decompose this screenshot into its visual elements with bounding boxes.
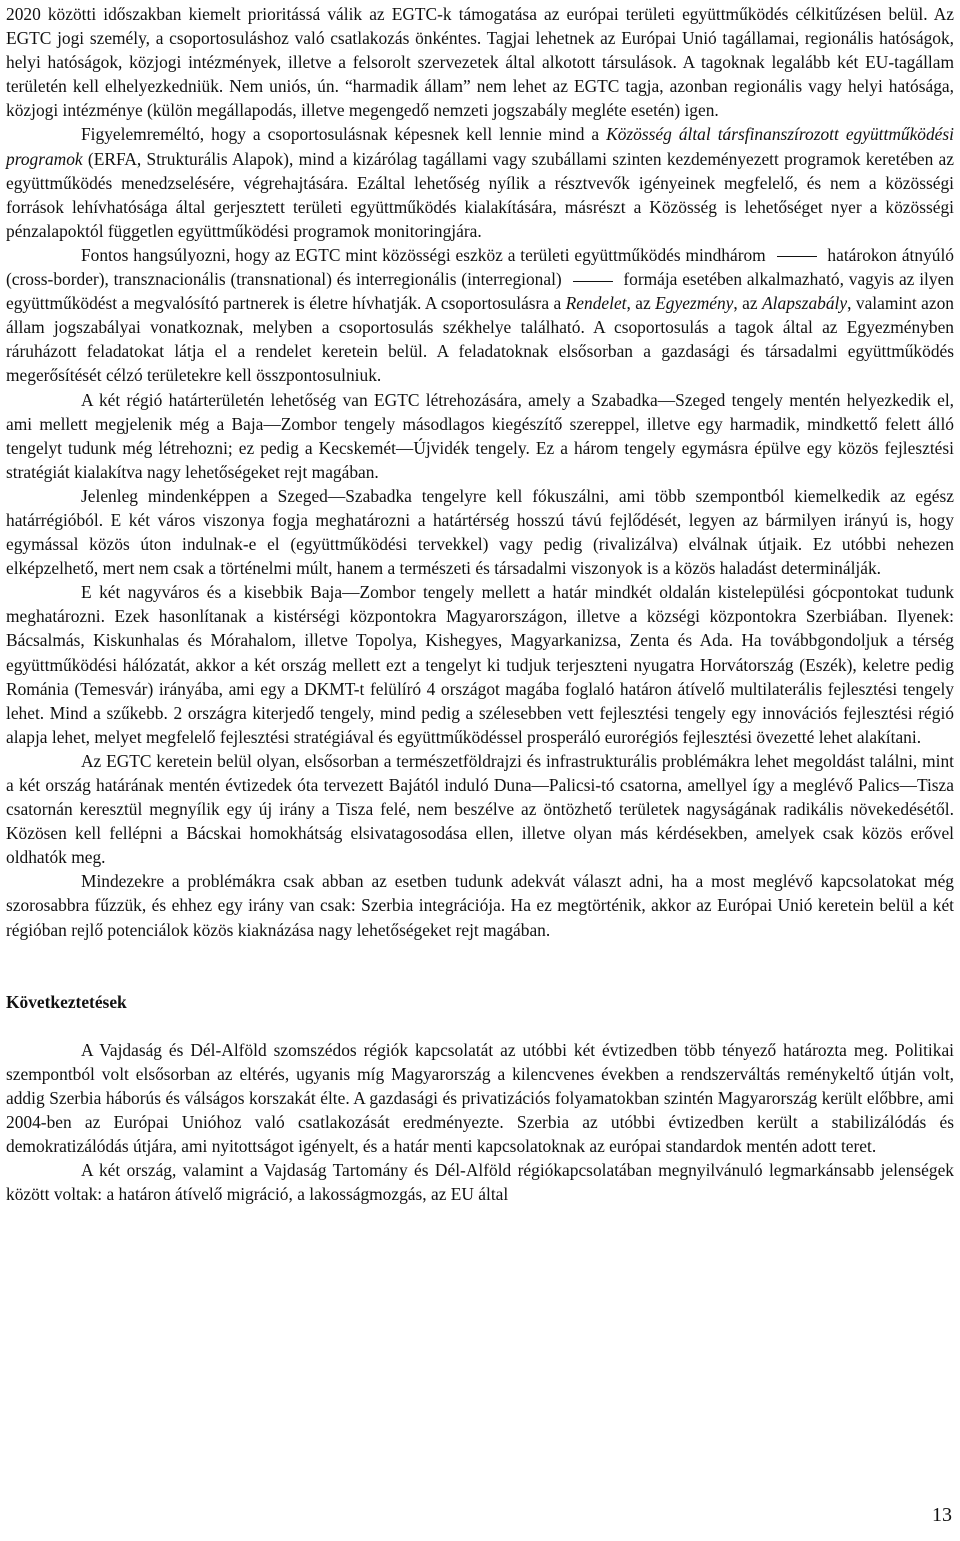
text-run: formája esetében alkalmazható, vagyis az ilyen együttműködést a megvalósító partnerek is életre hívhatják. A csoportosulásra a [6,269,954,314]
paragraph-p0 [6,2,954,122]
paragraph-p7 [6,869,954,941]
page-number: 13 [932,1504,952,1526]
text-run: A Vajdaság és Dél-Alföld szomszédos régiók kapcsolatát az utóbbi két évtizedben több tényező határozta meg. Politikai szempontból volt elsősorban az eltérés, ugyanis míg Magyarország a kilencvenes években a rendszerváltás reménykeltő útján volt, addig Szerbia háborús és válságos korszakát élte. A gazdasági és privatizációs folyamatokban szintén Magyarország került előbbre, ami 2004-ben az Európai Unióhoz való csatlakozását eredményezte. Szerbia az utóbbi évtizedben került a stabilizálódás és demokratizálódás útjára, ami nyitottságot igényelt, és a határ menti kapcsolatoknak az európai standardok mentén adott teret. [6,1039,954,1157]
paragraph-p3 [6,388,954,484]
paragraph-p4 [6,484,954,580]
text-run: 2020 közötti időszakban kiemelt prioritássá válik az EGTC-k támogatása az európai területi együttműködés célkitűzésen belül. Az EGTC jogi személy, a csoportosuláshoz való csatlakozás önkéntes. Tagjai lehetnek az Európai Unió tagállamai, regionális hatóságok, helyi hatóságok, közjogi intézmények, illetve a felsorolt szervezetek által alkotott társulások. A tagoknak legalább két EU-tagállam területén kell elhelyezkedniük. Nem uniós, ún. “harmadik állam” nem lehet az EGTC tagja, azonban regionális vagy helyi hatósága, közjogi intézménye (külön megállapodás, illetve megengedő nemzeti jogszabály megléte esetén) igen. [6,4,954,121]
text-run: A két régió határterületén lehetőség van EGTC létrehozására, amely a Szabadka—Szeged tengely mentén helyezkedik el, ami mellett megjelenik még a Baja—Zombor tengely másodlagos kiegészítő szereppel, illetve egy harmadik, mindkettő felett álló tengelyt tudunk még létrehozni; ez pedig a Kecskemét—Újvidék tengely. Ez a három tengely egymásra épülve egy közös fejlesztési stratégiát kialakítva nagy lehetőségeket rejt magában. [6,389,954,482]
paragraph-p5 [6,580,954,749]
paragraph-p2 [6,243,954,388]
body-text-bottom [6,1038,954,1207]
paragraph-p6 [6,749,954,869]
text-run: Az EGTC keretein belül olyan, elsősorban a természetföldrajzi és infrastrukturális problémákra lehet megoldást találni, mint a két ország határának mentén évtizedek óta tervezett Bajától induló Duna—Palicsi-tó csatorna, amellyel így a meglévő Palics—Tisza csatornán keresztül megnyílik egy új irány a Tisza felé, nem beszélve az öntözhető területek nagyságának radikális növekedésétől. Közösen kell fellépni a Bácskai homokhátság elsivatagosodása ellen, illetve olyan más kérdésekben, amelyek csak közös erővel oldhatók meg. [6,750,954,868]
text-run: , az [626,293,656,314]
text-run: E két nagyváros és a kisebbik Baja—Zombor tengely mellett a határ mindkét oldalán kistelepülési gócpontokat tudunk meghatározni. Ezek hasonlítanak a kistérségi központokra Magyarországon, illetve a községi központokra Szerbiában. Ilyenek: Bácsalmás, Kiskunhalas és Mórahalom, illetve Topolya, Kishegyes, Magyarkanizsa, Zenta és Ada. Ha továbbgondoljuk a térség együttműködési hálózatát, akkor a két ország mellett ezt a tengelyt ki tudjuk terjeszteni nyugatra Horvátország (Eszék), keletre pedig Románia (Temesvár) irányába, ami egy a DKMT-t felülíró 4 országot magába foglaló határon átívelő multilaterális fejlesztési tengely lehet. Mind a szűkebb. 2 országra kiterjedő tengely, mind pedig a szélesebben vett fejlesztési tengely egy innovációs fejlesztési régió alapja lehet, melyet megfelelő fejlesztési stratégiával és együttműködéssel prosperáló eurorégiós fejlesztési övezetté lehet alakítani. [6,582,954,747]
text-run: Jelenleg mindenképpen a Szeged—Szabadka tengelyre kell fókuszálni, ami több szempontból kiemelkedik az egész határrégióból. E két város viszonya fogja meghatározni a határtérség hosszú távú fejlődését, legyen az bármilyen irányú is, hogy egymással közös úton indulnak-e el (együttműködési tervekkel) vagy pedig (rivalizálva) elválnak útjaik. Ez utóbbi nehezen elképzelhető, mert nem csak a történelmi múlt, hanem a természeti és társadalmi viszonyok is a közös haladást determinálják. [6,485,954,579]
italic-text-run: Közösség által társfinanszírozott együttműködési programok [6,124,954,169]
paragraph-p1 [6,122,954,242]
text-run: A két ország, valamint a Vajdaság Tartomány és Dél-Alföld régiókapcsolatában megnyilvánuló legmarkánsabb jelenségek között voltak: a határon átívelő migráció, a lakosságmozgás, az EU által [6,1160,954,1205]
text-run: Fontos hangsúlyozni, hogy az EGTC mint közösségi eszköz a területi együttműködés mindhárom [81,244,771,265]
em-dash-rule [777,256,817,257]
italic-text-run: Alapszabály [762,293,848,314]
document-page [6,2,954,1206]
italic-text-run: Rendelet [565,293,627,314]
text-run: (ERFA, Strukturális Alapok), mind a kizárólag tagállami vagy szubállami szinten kezdeményezett programok keretében az együttműködés menedzselésére, végrehajtására. Ezáltal lehetőség nyílik a résztvevők igényeinek megfelelő, és nem a közösségi források lehívhatósága által gerjesztett területi együttműködés kialakítására, másrészt a Közösség is lehetőséget nyer a közösségi pénzalapoktól független együttműködési programok monitoringjára. [6,148,954,241]
section-heading: Következtetések [6,991,127,1012]
paragraph-p8 [6,1038,954,1158]
paragraph-p9 [6,1158,954,1206]
em-dash-rule [573,281,613,282]
text-run: Mindezekre a problémákra csak abban az esetben tudunk adekvát választ adni, ha a most meglévő kapcsolatokat még szorosabbra fűzzük, és ehhez egy irány van csak: Szerbia integrációja. Ha ez megtörténik, akkor az Európai Unió keretein belül a két régióban rejlő potenciálok közös kiaknázása nagy lehetőségeket rejt magában. [6,871,954,940]
text-run: , az [733,293,763,314]
text-run: Figyelemreméltó, hogy a csoportosulásnak képesnek kell lennie mind a [81,124,607,145]
text-run: , valamint azon állam jogszabályai vonatkoznak, melyben a csoportosulás székhelye található. A csoportosulás a tagok által az Egyezményben ráruházott feladatokat látja el a rendelet keretein belül. A feladatoknak elsősorban a gazdasági és társadalmi együttműködés megerősítését célzó területekre kell összpontosulniuk. [6,293,954,386]
heading-spacer [6,1014,954,1038]
section-spacer [6,942,954,990]
text-run: határokon átnyúló (cross-border), transznacionális (transnational) és interregionális (interregional) [6,244,954,290]
italic-text-run: Egyezmény [655,293,734,314]
body-text-top [6,2,954,942]
